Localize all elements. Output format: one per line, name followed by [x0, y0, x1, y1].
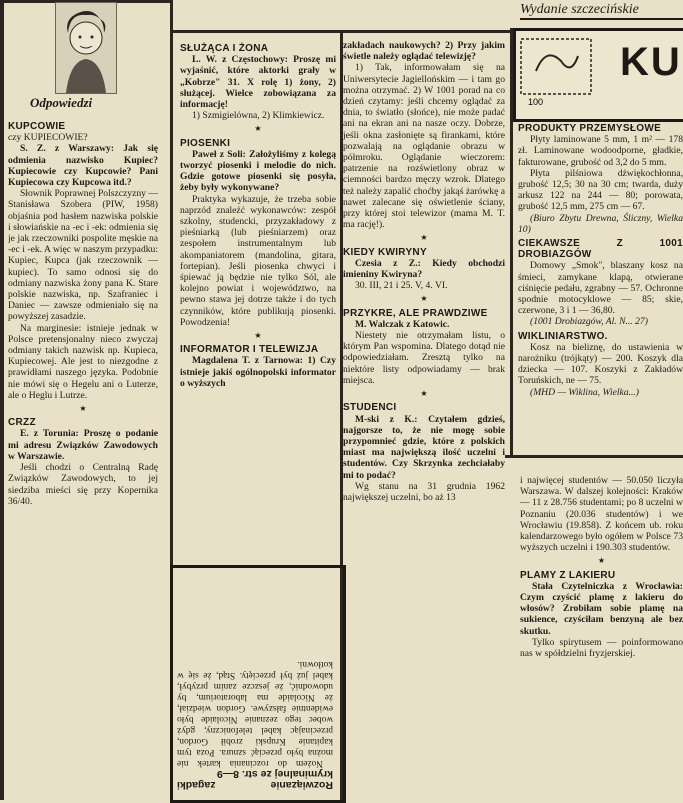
question: Paweł z Soli: Założyliśmy z kolegą tworzyć piosenki i melodie do nich. Gdzie gotowe piosenki się posyła, żeby były wykonywane? — [180, 148, 336, 194]
column-2 — [180, 40, 336, 560]
question: M. Walczak z Katowic. — [355, 318, 450, 330]
portrait-icon — [56, 3, 116, 93]
separator-star-icon: ★ — [254, 124, 262, 134]
text: Kosz na bieliznę, do ustawienia w narożniku (trójkąty) — 200. Koszyk dla dziecka — 107. Koszyki z Zakładów Toruńskich, ne — 75. — [518, 341, 683, 387]
right-box-bottom-border — [505, 455, 683, 458]
answer: 1) Szmigielówna, 2) Klimkiewicz. — [192, 110, 325, 122]
portrait-illustration — [55, 2, 117, 94]
section-logo: KU — [620, 40, 682, 84]
answer: Słownik Poprawnej Polszczyzny — Stanisława Szobera (PIW, 1958) objaśnia pod hasłem nazwiska polskie i słowiańskie na -ec i -ek: odmienia się je jak rzeczowniki pospolite męskie na -ec i -ek. A więc w naszym przypadku: Kupiec, Kupca (jak rzeczownik — kupiec). To samo odnosi się do odmiany nazwiska żony pana K. Stare polskie nazwiska, np. Szafraniec i Daniec — zawsze odmieniało się na powyższej zasadzie. — [8, 188, 158, 323]
question: zakładach naukowych? 2) Przy jakim świetle należy oglądać telewizję? — [343, 40, 505, 63]
heading: INFORMATOR I TELEWIZJA — [180, 344, 319, 356]
left-border — [0, 0, 4, 800]
puzzle-title: Rozwiązanie zagadki kryminalnej ze str. 8—9 — [177, 768, 333, 791]
separator-star-icon: ★ — [79, 404, 87, 414]
stamp-value: 100 — [528, 97, 544, 107]
answer: 1) Tak, informowałam się na Uniwersytecie Jagiellońskim — i tam go można otrzymać. 2) W 1001 porad na co dzień czytamy: jeśli chcemy oglądać za dnia, to światło (słońce), nie może padać ani na ekran ani na nasze oczy. Dobrze, jeśli okna zasłonięte są firankami, które pozwalają na oglądanie obrazu w półmroku. Oglądanie wieczorem: patrzenie na rozświetlony obraz w ciemności bardzo męczy wzrok. Dlatego też należy zapalić choćby jakąś żarówkę a nawet zalecane się oświetlenie ściany, przy której stoi telewizor (mama M. T. ma rację!). — [343, 62, 505, 231]
question: M-ski z K.: Czytałem gdzieś, najgorsze to, że nie mogę sobie przypomnieć gdzie, które z polskich miast ma największą ilość uczelni i studentów. Czy Skrzynka zechciałaby mi to podać? — [343, 413, 505, 481]
question: Magdalena T. z Tarnowa: 1) Czy istnieje jakiś ogólnopolski informator o wyższych — [180, 355, 336, 389]
edition-label: Wydanie szczecińskie — [520, 2, 683, 20]
heading: STUDENCI — [343, 402, 397, 414]
text: Płyta pilśniowa dźwiękochłonna, grubość 12,5; 30 na 30 cm; twarda, duży arkusz 122 na 244 — 80; porowata, grubość 12,5 mm, 275 cm — 67. — [518, 167, 683, 213]
column-5 — [520, 475, 683, 800]
puzzle-solution-box — [170, 565, 346, 803]
separator-star-icon: ★ — [420, 389, 428, 399]
answer: 30. III, 21 i 25. V, 4. VI. — [355, 280, 448, 292]
separator-star-icon: ★ — [254, 331, 262, 341]
heading: PIOSENKI — [180, 137, 231, 149]
separator-star-icon: ★ — [420, 233, 428, 243]
answer: i najwięcej studentów — 50.050 liczyła Warszawa. W dalszej kolejności: Kraków — 11 z 28.756 studentami; po 8 uczelni w Poznaniu (20.036 studentów) i we Wrocławiu (19.858). Z końcem ub. roku kalendarzowego było ogółem w Polsce 73 wyższych uczelni i 190.303 studentów. — [520, 475, 683, 554]
heading: PRZYKRE, ALE PRAWDZIWE — [343, 307, 488, 319]
heading: KUPCOWIE — [8, 121, 66, 132]
answer: Na marginesie: istnieje jednak w Polsce pretensjonalny niecο zwyczaj odmiany takich nazwisk np. Kupieca, Kupiecowej. Ale jest to niezgodne z prawidłami naszego języka. Podobnie nie mówi się o Hegelu ani o Luterze, ale o Heglu i Lutrze. — [8, 322, 158, 401]
source: (Biuro Zbytu Drewna, Śliczny, Wielka 10) — [518, 212, 683, 235]
heading: WIKLINIARSTWO. — [518, 330, 608, 342]
source: (1001 Drobiazgów, Al. N... 27) — [530, 316, 648, 328]
top-border — [170, 30, 513, 33]
section-title: Odpowiedzi — [30, 95, 93, 110]
heading: CRZZ — [8, 417, 36, 429]
text: Domowy „Smok", blaszany kosz na śmieci, zamykane klapą, otwierane ciśnięcie pedału, zgrabny — 57. Ochronne spodnie motocyklowe — 85; skie, czerwone, 3 i 1 — 36,80. — [518, 260, 683, 317]
rotated-text — [173, 568, 337, 794]
source: (MHD — Wiklina, Wielka...) — [530, 386, 639, 398]
separator-star-icon: ★ — [597, 556, 606, 566]
answer: Niestety nie otrzymałam listu, o którym Pan wspomina. Dlatego dotąd nie odpowiedziałam. Zresztą tylko na niektóre listy odpowiadamy — brak miejsca. — [343, 330, 505, 386]
heading: KIEDY KWIRYNY — [343, 246, 427, 258]
question: Stała Czytelniczka z Wrocławia: Czym czyścić plamę z lakieru do włosów? Zrobiłam sobie plamę na sukience, czyściłam benzyną ale bez skutku. — [520, 580, 683, 637]
text: Płyty laminowane 5 mm, 1 m² — 178 zł. Laminowane wodoodporne, gładkie, fakturowane, grubość od 3,2 do 5 mm. — [518, 134, 683, 168]
question: E. z Torunia: Proszę o podanie mi adresu Związków Zawodowych w Warszawie. — [8, 428, 158, 462]
heading: PRODUKTY PRZEMYSŁOWE — [518, 123, 662, 134]
column-4 — [518, 120, 683, 450]
stamp-illustration-icon — [516, 31, 606, 111]
subheading: czy KUPIECOWIE? — [8, 132, 88, 144]
column-3 — [343, 40, 505, 800]
heading: PLAMY Z LAKIERU — [520, 569, 616, 581]
question: S. Z. z Warszawy: Jak się odmienia nazwisko Kupiec? Kupiecowie czy Kupcowie? Pani Kupiecowa czy Kupcowa itd.? — [8, 143, 158, 189]
question: L. W. z Częstochowy: Proszę mi wyjaśnić, które aktorki grały w „Kobrze" 31. X rolę 1) żony, 2) służącej. Wielce zobowiązana za informację! — [180, 54, 336, 111]
heading: SŁUŻĄCA I ŻONA — [180, 43, 269, 54]
column-1 — [8, 118, 158, 798]
column-divider-1 — [170, 0, 173, 565]
answer: Tylko spirytusem — poinformowano nas w spółdzielni fryzjerskiej. — [520, 636, 683, 660]
puzzle-text: Nożem do rozcinania kartek nie można było przeciąć sznura. Poza tym kapitanie Krupski zrobił Gordon, przecinając kabel telefoniczny, gdyż wobec tego zeznanie Nicolaide było ewidentnie fałszywe. Gordon wiedział, że Nicolaide ma laboratorium, by udowodnić, że jeszcze zanim przybył, kabel już był przecięty. Stąd, że się w kotłowni. — [177, 659, 333, 768]
answer: Jeśli chodzi o Centralną Radę Związków Zawodowych, to jej siedziba mieści się przy Kopernika 36/40. — [8, 462, 158, 507]
separator-star-icon: ★ — [420, 294, 428, 304]
answer: Praktyka wykazuje, że trzeba sobie naprzód znaleźć wykonawców: zespół szkolny, studencki, przyzakładowy z pieśniarką (lub pieśniarzem) oraz zespołem instrumentalnym lub akompaniatorem (mandolina, gitara, fortepian). Jeśli piosenka chwyci i śpiewać ją będzie nie tylko Sól, ale kolejno powiat i województwo, na pewno stawa jej dotrze także i do tych czynników, które publikują piosenki. Powodzenia! — [180, 193, 336, 328]
answer: Wg stanu na 31 grudnia 1962 największej uczelni, bo aż 13 — [343, 480, 505, 503]
heading: CIEKAWSZE Z 1001 DROBIAZGÓW — [518, 238, 683, 261]
question: Czesia z Z.: Kiedy obchodzi imieniny Kwiryna? — [343, 257, 505, 281]
